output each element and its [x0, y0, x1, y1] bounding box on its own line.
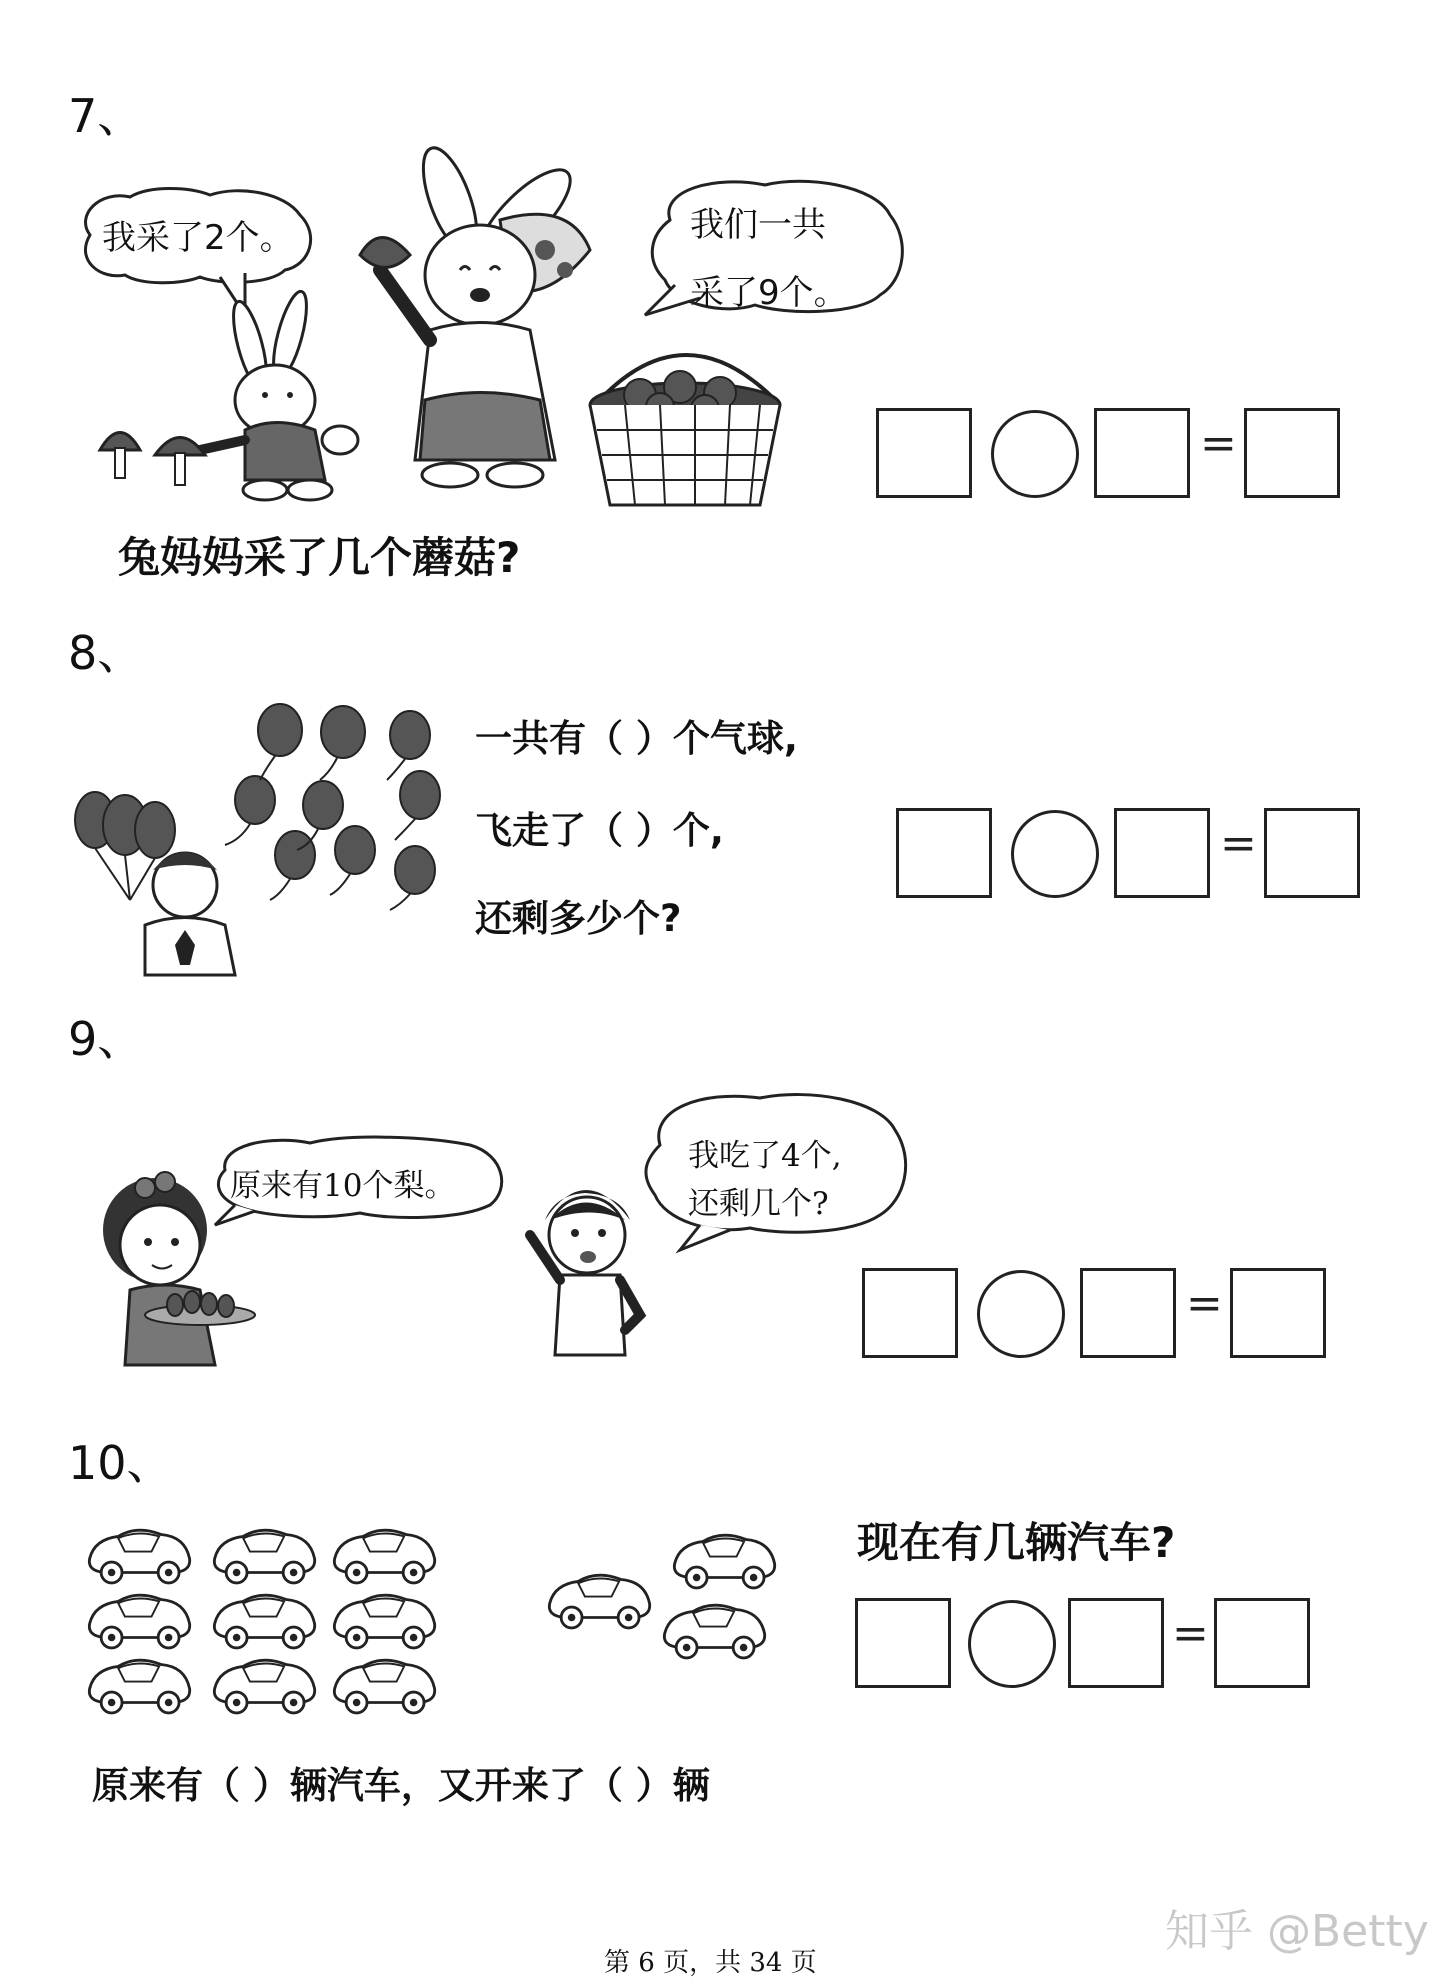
q10-answer-box-2[interactable] [1068, 1598, 1164, 1688]
q8-line-1: 一共有（ ）个气球, [475, 717, 798, 760]
q9-answer-box-result[interactable] [1230, 1268, 1326, 1358]
q7-operator-circle[interactable] [991, 410, 1079, 498]
q8-answer-box-2[interactable] [1114, 808, 1210, 898]
q7-equals-sign: = [1200, 418, 1237, 469]
q7-answer-box-2[interactable] [1094, 408, 1190, 498]
bubble-text-boy-line1: 我吃了4个, [688, 1138, 842, 1174]
q9-answer-box-2[interactable] [1080, 1268, 1176, 1358]
question-7-number: 7、 [68, 89, 144, 143]
car-icon [334, 1660, 434, 1713]
car-icon [214, 1660, 314, 1713]
question-7-prompt: 兔妈妈采了几个蘑菇? [118, 533, 521, 582]
girl-with-pears-illustration [80, 1170, 260, 1370]
bubble-text-mother-line2: 采了9个。 [690, 273, 848, 313]
car-icon [674, 1535, 774, 1588]
bubble-text-boy-line2: 还剩几个? [688, 1186, 829, 1222]
bubble-text-girl: 原来有10个梨。 [230, 1168, 456, 1204]
q10-answer-box-result[interactable] [1214, 1598, 1310, 1688]
car-icon [549, 1575, 649, 1628]
q8-answer-box-1[interactable] [896, 808, 992, 898]
q10-answer-box-1[interactable] [855, 1598, 951, 1688]
car-icon [89, 1530, 189, 1583]
q8-answer-box-result[interactable] [1264, 808, 1360, 898]
car-icon [214, 1595, 314, 1648]
basket-illustration [585, 345, 790, 515]
q10-equals-sign: = [1172, 1608, 1209, 1659]
question-10-number: 10、 [68, 1436, 173, 1490]
q9-operator-circle[interactable] [977, 1270, 1065, 1358]
q7-answer-box-result[interactable] [1244, 408, 1340, 498]
car-icon [89, 1595, 189, 1648]
bubble-text-mother-line1: 我们一共 [690, 205, 826, 245]
bubble-text-child: 我采了2个。 [102, 218, 294, 258]
page-footer: 第 6 页，共 34 页 [604, 1948, 817, 1978]
q8-operator-circle[interactable] [1011, 810, 1099, 898]
car-icon [664, 1605, 764, 1658]
question-8-number: 8、 [68, 626, 144, 680]
little-rabbit-illustration [95, 290, 355, 505]
q9-equals-sign: = [1186, 1278, 1223, 1329]
watermark: 知乎 @Betty [1165, 1906, 1429, 1957]
q8-line-2: 飞走了（ ）个, [475, 809, 724, 852]
car-icon [334, 1595, 434, 1648]
q8-equals-sign: = [1220, 818, 1257, 869]
q10-bottom-line: 原来有（ ）辆汽车，又开来了（ ）辆 [92, 1764, 710, 1807]
arriving-cars-illustration [545, 1530, 805, 1680]
q7-answer-box-1[interactable] [876, 408, 972, 498]
question-9-number: 9、 [68, 1012, 144, 1066]
question-10-prompt: 现在有几辆汽车? [857, 1518, 1176, 1567]
mother-rabbit-illustration [340, 160, 600, 505]
car-icon [334, 1530, 434, 1583]
boy-eating-illustration [520, 1165, 650, 1365]
q9-answer-box-1[interactable] [862, 1268, 958, 1358]
q8-line-3: 还剩多少个? [475, 897, 682, 940]
balloons-illustration [75, 700, 450, 980]
car-icon [214, 1530, 314, 1583]
car-icon [89, 1660, 189, 1713]
parked-cars-illustration [85, 1525, 460, 1725]
q10-operator-circle[interactable] [968, 1600, 1056, 1688]
